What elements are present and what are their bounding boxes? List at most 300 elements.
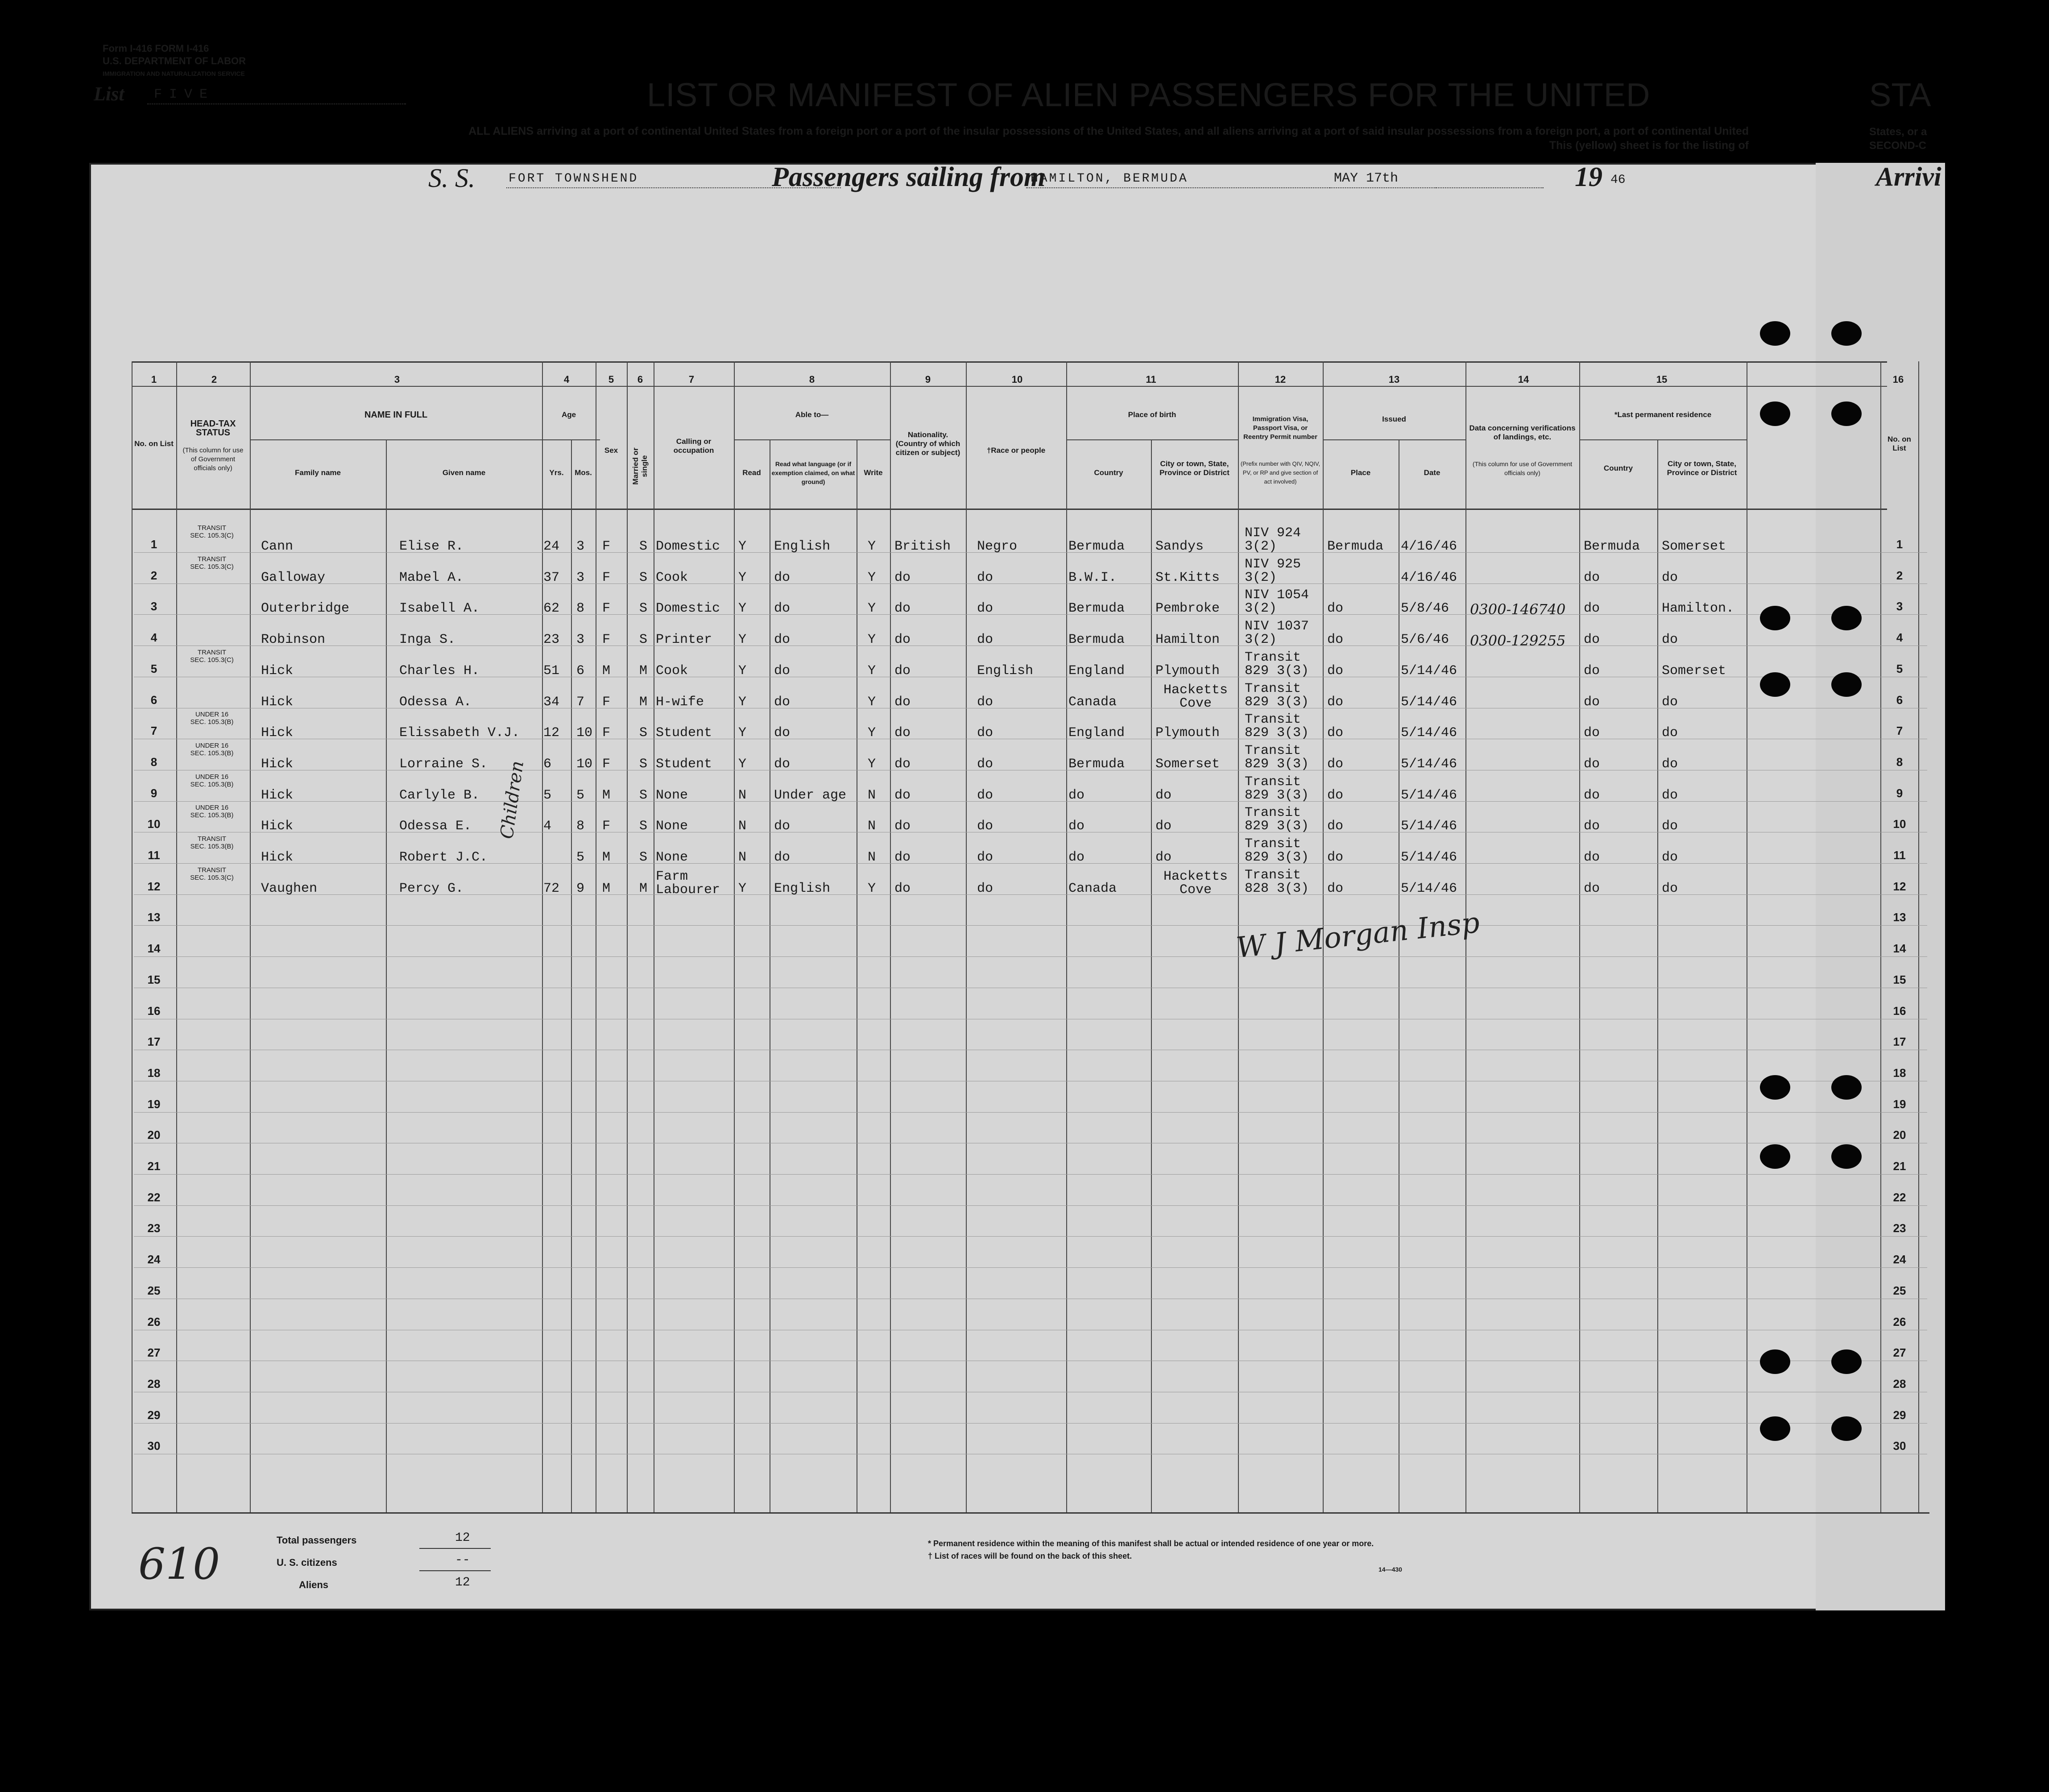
age-years: 72: [543, 881, 560, 896]
sex: M: [602, 881, 611, 896]
read-language: do: [774, 632, 791, 648]
head-tax-section: SEC. 105.3(B): [190, 749, 234, 757]
row-number: 14: [147, 942, 161, 956]
binder-hole: [1831, 606, 1862, 630]
row-number: 12: [147, 879, 161, 893]
residence-country: do: [1584, 570, 1600, 585]
residence-city: do: [1662, 881, 1678, 896]
can-write: N: [868, 819, 876, 834]
row-number: 28: [147, 1377, 161, 1391]
colnum-7: 7: [688, 374, 695, 385]
age-months: 6: [576, 663, 585, 679]
right-row-number: 14: [1893, 942, 1906, 956]
landing-data: 0300-129255: [1470, 632, 1566, 650]
head-tax-section: SEC. 105.3(B): [190, 780, 234, 788]
issued-place: do: [1327, 601, 1344, 617]
read-language: do: [774, 819, 791, 834]
age-months: 10: [576, 725, 593, 741]
residence-subrule: [1579, 439, 1747, 440]
head-tax-status: TRANSIT: [197, 524, 227, 532]
row-number: 24: [147, 1253, 161, 1266]
right-row-number: 16: [1893, 1004, 1906, 1018]
visa-section: 829 3(3): [1245, 819, 1309, 834]
age-years: 37: [543, 570, 560, 585]
right-row-number: 21: [1893, 1159, 1906, 1173]
residence-city: do: [1662, 819, 1678, 834]
nationality: do: [894, 850, 911, 865]
can-read: Y: [738, 539, 747, 554]
row-number: 10: [147, 817, 161, 831]
visa-section: 829 3(3): [1245, 787, 1309, 803]
can-read: N: [738, 819, 747, 834]
row-number: 8: [150, 755, 157, 769]
head-tax-section: SEC. 105.3(B): [190, 718, 234, 726]
head-tax-status: UNDER 16: [195, 741, 229, 749]
hdr-right-no-on-list: No. on List: [1888, 435, 1911, 452]
can-write: Y: [868, 663, 876, 679]
visa-number: NIV 1037: [1245, 619, 1309, 634]
right-row-number: 7: [1896, 724, 1903, 738]
can-write: Y: [868, 756, 876, 772]
right-row-number: 28: [1893, 1377, 1906, 1391]
row-rule: [134, 956, 1927, 957]
race: do: [977, 850, 993, 865]
residence-country: do: [1584, 725, 1600, 741]
colnum-9: 9: [925, 374, 931, 385]
totals-rule-2: [419, 1570, 491, 1571]
marital-status: S: [639, 819, 648, 834]
hdr-write: Write: [864, 468, 883, 477]
hdr-place-of-birth: Place of birth: [1128, 410, 1176, 419]
given-name: Lorraine S.: [399, 756, 488, 772]
right-row-number: 29: [1893, 1408, 1906, 1422]
hdr-no-on-list: No. on List: [134, 439, 174, 448]
hdr-birth-city: City or town, State, Province or District: [1159, 459, 1229, 477]
can-read: N: [738, 850, 747, 865]
row-number: 29: [147, 1408, 161, 1422]
hdr-head-tax: HEAD-TAX STATUS: [190, 419, 236, 438]
ship-label: S. S.: [428, 163, 475, 193]
table-top-rule: [132, 361, 1887, 363]
issued-date: 5/14/46: [1401, 756, 1457, 772]
row-number: 4: [150, 631, 157, 645]
nationality: do: [894, 881, 911, 896]
total-passengers-label: Total passengers: [277, 1535, 357, 1546]
colnum-16: 16: [1892, 374, 1904, 385]
can-read: Y: [738, 663, 747, 679]
nationality: do: [894, 601, 911, 617]
sex: M: [602, 787, 611, 803]
given-name: Elise R.: [399, 539, 464, 554]
issued-place: do: [1327, 663, 1344, 679]
colnum-1: 1: [151, 374, 157, 385]
hdr-name-in-full: NAME IN FULL: [364, 410, 428, 420]
can-read: Y: [738, 632, 747, 648]
able-subrule: [734, 439, 890, 440]
ship-name: FORT TOWNSHEND: [509, 172, 639, 186]
can-read: Y: [738, 570, 747, 585]
can-write: Y: [868, 570, 876, 585]
occupation: Domestic: [656, 601, 720, 617]
issued-date: 5/14/46: [1401, 881, 1457, 896]
age-months: 3: [576, 570, 585, 585]
visa-number: Transit: [1245, 836, 1301, 852]
residence-country: do: [1584, 787, 1600, 803]
race: do: [977, 756, 993, 772]
birth-country: Bermuda: [1068, 756, 1125, 772]
visa-number: NIV 1054: [1245, 588, 1309, 603]
occupation: Student: [656, 756, 712, 772]
issued-place: do: [1327, 632, 1344, 648]
can-read: Y: [738, 756, 747, 772]
binder-hole: [1760, 401, 1790, 426]
marital-status: S: [639, 570, 648, 585]
issued-date: 5/6/46: [1401, 632, 1449, 648]
hdr-married: Married or single: [631, 447, 649, 485]
right-row-number: 1: [1896, 538, 1903, 551]
occupation: H-wife: [656, 694, 704, 710]
marital-status: M: [639, 663, 648, 679]
hdr-yrs: Yrs.: [549, 468, 564, 477]
right-row-number: 19: [1893, 1097, 1906, 1111]
residence-country: do: [1584, 694, 1600, 710]
age-years: 24: [543, 539, 560, 554]
sex: F: [602, 601, 611, 617]
race: Negro: [977, 539, 1018, 554]
right-row-number: 8: [1896, 755, 1903, 769]
read-language: do: [774, 725, 791, 741]
us-citizens-value: --: [455, 1553, 470, 1567]
right-row-number: 4: [1896, 631, 1903, 645]
hdr-read: Read: [742, 468, 761, 477]
residence-country: do: [1584, 881, 1600, 896]
issued-date: 4/16/46: [1401, 570, 1457, 585]
hdr-data-landing-note: (This column for use of Government officials only): [1472, 460, 1573, 476]
row-rule: [134, 1205, 1927, 1206]
family-name: Hick: [261, 787, 294, 803]
issued-place: Bermuda: [1327, 539, 1384, 554]
row-number: 11: [148, 848, 160, 862]
visa-section: 3(2): [1245, 632, 1277, 648]
row-number: 30: [147, 1439, 161, 1453]
residence-country: do: [1584, 850, 1600, 865]
residence-country: do: [1584, 632, 1600, 648]
page-mark: 610: [138, 1539, 220, 1589]
hdr-head-tax-note: (This column for use of Government officials only): [182, 447, 244, 472]
hdr-visa-note: (Prefix number with QIV, NQIV, PV, or RP and give section of act involved): [1240, 460, 1320, 485]
binder-hole: [1760, 606, 1790, 630]
read-language: do: [774, 850, 791, 865]
issued-place: do: [1327, 694, 1344, 710]
race: do: [977, 632, 993, 648]
residence-country: do: [1584, 756, 1600, 772]
read-language: English: [774, 539, 831, 554]
binder-hole: [1831, 1416, 1862, 1441]
marital-status: S: [639, 601, 648, 617]
row-number: 21: [147, 1159, 161, 1173]
binder-hole: [1760, 1416, 1790, 1441]
form-number: Form I-416 FORM I-416: [103, 43, 209, 54]
right-row-number: 18: [1893, 1066, 1906, 1080]
birth-country: England: [1068, 663, 1125, 679]
row-rule: [134, 925, 1927, 926]
head-tax-status: UNDER 16: [195, 773, 229, 781]
row-rule: [134, 1236, 1927, 1237]
residence-city: Hamilton.: [1662, 601, 1734, 617]
birth-city: Hacketts Cove: [1163, 682, 1228, 711]
birth-country: do: [1068, 850, 1085, 865]
age-months: 7: [576, 694, 585, 710]
hdr-nationality: Nationality. (Country of which citizen or subject): [895, 430, 960, 457]
visa-number: Transit: [1245, 650, 1301, 665]
birth-country: Bermuda: [1068, 539, 1125, 554]
right-row-number: 20: [1893, 1128, 1906, 1142]
residence-city: Somerset: [1662, 663, 1726, 679]
can-write: N: [868, 787, 876, 803]
hdr-data-landing: Data concerning verifications of landings, etc.: [1469, 424, 1576, 441]
right-page-sub1: States, or a: [1869, 126, 1927, 138]
residence-city: do: [1662, 632, 1678, 648]
given-name: Odessa E.: [399, 819, 472, 834]
birth-city: do: [1155, 850, 1172, 865]
landing-data: 0300-146740: [1470, 601, 1566, 618]
age-years: 62: [543, 601, 560, 617]
marital-status: S: [639, 756, 648, 772]
hdr-age: Age: [561, 410, 576, 419]
can-write: Y: [868, 881, 876, 896]
issued-place: do: [1327, 819, 1344, 834]
age-years: 5: [543, 787, 552, 803]
head-tax-status: TRANSIT: [197, 555, 227, 563]
marital-status: S: [639, 725, 648, 741]
head-tax-status: UNDER 16: [195, 711, 229, 719]
row-number: 13: [147, 910, 161, 924]
department-name: U.S. DEPARTMENT OF LABOR: [103, 55, 246, 66]
sex: M: [602, 850, 611, 865]
aliens-value: 12: [455, 1576, 470, 1589]
family-name: Hick: [261, 725, 294, 741]
head-tax-status: TRANSIT: [197, 648, 227, 656]
colnum-13: 13: [1388, 374, 1400, 385]
birth-city: St.Kitts: [1155, 570, 1220, 585]
binder-hole: [1760, 1144, 1790, 1169]
hdr-mos: Mos.: [575, 468, 592, 477]
sex: F: [602, 632, 611, 648]
right-row-number: 3: [1896, 600, 1903, 613]
residence-city: do: [1662, 850, 1678, 865]
colnum-4: 4: [563, 374, 570, 385]
row-number: 26: [147, 1315, 161, 1328]
birth-country: Canada: [1068, 694, 1117, 710]
visa-section: 3(2): [1245, 601, 1277, 617]
visa-number: Transit: [1245, 774, 1301, 790]
colnum-11: 11: [1146, 374, 1156, 385]
birth-city: Sandys: [1155, 539, 1204, 554]
sailing-date: MAY 17th: [1334, 171, 1399, 186]
given-name: Mabel A.: [399, 570, 464, 585]
head-tax-section: SEC. 105.3(C): [190, 532, 234, 539]
year-label: 19: [1575, 162, 1602, 192]
sex: F: [602, 819, 611, 834]
nationality: do: [894, 570, 911, 585]
birth-country: B.W.I.: [1068, 570, 1117, 585]
binder-hole: [1831, 1075, 1862, 1100]
binder-hole: [1831, 672, 1862, 697]
row-rule: [134, 1112, 1927, 1113]
age-years: 51: [543, 663, 560, 679]
family-name: Hick: [261, 850, 294, 865]
given-name: Odessa A.: [399, 694, 472, 710]
birth-country: England: [1068, 725, 1125, 741]
age-months: 8: [576, 819, 585, 834]
inspector-signature: W J Morgan Insp: [1234, 906, 1482, 965]
year-value: 46: [1610, 173, 1626, 187]
row-number: 23: [147, 1221, 161, 1235]
marital-status: M: [639, 881, 648, 896]
right-row-number: 13: [1893, 910, 1906, 924]
age-months: 3: [576, 632, 585, 648]
residence-country: do: [1584, 819, 1600, 834]
family-name: Vaughen: [261, 881, 318, 896]
read-language: do: [774, 756, 791, 772]
footnote-2: † List of races will be found on the back of this sheet.: [928, 1552, 1132, 1560]
occupation: None: [656, 850, 688, 865]
us-citizens-label: U. S. citizens: [277, 1557, 337, 1568]
right-row-number: 9: [1896, 786, 1903, 800]
visa-number: NIV 925: [1245, 556, 1301, 572]
service-name: IMMIGRATION AND NATURALIZATION SERVICE: [103, 70, 245, 77]
sailing-port: HAMILTON, BERMUDA: [1031, 172, 1188, 186]
can-read: Y: [738, 601, 747, 617]
given-name: Robert J.C.: [399, 850, 488, 865]
list-label: List: [94, 83, 124, 105]
subtitle-1: ALL ALIENS arriving at a port of continental United States from a foreign port or a port of the insular possessions of the United States, and all aliens arriving at a port of said insular possessions from a foreign port, a port of continental United: [468, 125, 1749, 137]
hdr-birth-country: Country: [1094, 468, 1123, 477]
right-row-number: 15: [1893, 973, 1906, 986]
issued-date: 5/8/46: [1401, 601, 1449, 617]
head-tax-section: SEC. 105.3(C): [190, 563, 234, 571]
residence-city: do: [1662, 756, 1678, 772]
marital-status: S: [639, 787, 648, 803]
hdr-calling: Calling or occupation: [673, 437, 714, 455]
hdr-issued-place: Place: [1350, 468, 1371, 477]
visa-section: 828 3(3): [1245, 881, 1309, 896]
age-months: 5: [576, 850, 585, 865]
issued-date: 5/14/46: [1401, 694, 1457, 710]
head-tax-section: SEC. 105.3(C): [190, 656, 234, 664]
birth-country: do: [1068, 819, 1085, 834]
right-row-number: 30: [1893, 1439, 1906, 1453]
residence-city: do: [1662, 694, 1678, 710]
visa-number: Transit: [1245, 712, 1301, 728]
right-page-arriving: Arrivi: [1876, 162, 1941, 191]
can-write: Y: [868, 601, 876, 617]
name-subrule: [250, 439, 600, 440]
row-number: 7: [150, 724, 157, 738]
issued-place: do: [1327, 787, 1344, 803]
colnum-8: 8: [809, 374, 815, 385]
visa-section: 3(2): [1245, 539, 1277, 554]
age-months: 9: [576, 881, 585, 896]
total-passengers-value: 12: [455, 1531, 470, 1545]
row-number: 3: [150, 600, 157, 613]
right-row-number: 12: [1893, 879, 1906, 893]
birth-city: do: [1155, 787, 1172, 803]
given-name: Elissabeth V.J.: [399, 725, 520, 741]
given-name: Inga S.: [399, 632, 456, 648]
residence-city: do: [1662, 787, 1678, 803]
colnum-5: 5: [608, 374, 614, 385]
totals-rule-1: [419, 1548, 491, 1549]
can-write: Y: [868, 694, 876, 710]
age-months: 3: [576, 539, 585, 554]
right-row-number: 27: [1893, 1346, 1906, 1360]
family-name: Robinson: [261, 632, 326, 648]
given-name: Charles H.: [399, 663, 480, 679]
race: do: [977, 819, 993, 834]
marital-status: S: [639, 850, 648, 865]
race: do: [977, 725, 993, 741]
colnum-15: 15: [1656, 374, 1668, 385]
occupation: Farm Labourer: [656, 869, 720, 898]
hdr-residence-country: Country: [1603, 464, 1633, 472]
binder-hole: [1831, 1144, 1862, 1169]
occupation: Cook: [656, 570, 688, 585]
binder-hole: [1760, 1349, 1790, 1374]
row-rule: [134, 1174, 1927, 1175]
can-read: Y: [738, 881, 747, 896]
sex: F: [602, 756, 611, 772]
row-number: 6: [150, 693, 157, 707]
hdr-able-to: Able to—: [795, 410, 829, 419]
given-name: Carlyle B.: [399, 787, 480, 803]
hdr-visa: Immigration Visa, Passport Visa, or Reentry Permit number: [1243, 415, 1317, 441]
read-language: do: [774, 694, 791, 710]
footnote-1: * Permanent residence within the meaning of this manifest shall be actual or intended residence of one year or more.: [928, 1539, 1374, 1548]
age-years: 23: [543, 632, 560, 648]
right-page-title: STA: [1869, 76, 1931, 113]
age-years: 4: [543, 819, 552, 834]
can-write: Y: [868, 725, 876, 741]
visa-section: 3(2): [1245, 570, 1277, 585]
residence-city: Somerset: [1662, 539, 1726, 554]
row-number: 18: [147, 1066, 161, 1080]
page-title: LIST OR MANIFEST OF ALIEN PASSENGERS FOR THE UNITED: [647, 76, 1651, 113]
nationality: do: [894, 694, 911, 710]
age-years: 34: [543, 694, 560, 710]
family-name: Hick: [261, 694, 294, 710]
hdr-family-name: Family name: [295, 468, 341, 477]
visa-section: 829 3(3): [1245, 756, 1309, 772]
age-months: 8: [576, 601, 585, 617]
nationality: do: [894, 756, 911, 772]
race: do: [977, 881, 993, 896]
issued-date: 5/14/46: [1401, 787, 1457, 803]
right-row-number: 2: [1896, 568, 1903, 582]
visa-number: Transit: [1245, 805, 1301, 821]
right-row-number: 11: [1893, 848, 1906, 862]
right-row-number: 6: [1896, 693, 1903, 707]
given-name: Percy G.: [399, 881, 464, 896]
visa-number: NIV 924: [1245, 526, 1301, 541]
family-name: Hick: [261, 663, 294, 679]
read-language: do: [774, 601, 791, 617]
row-number: 5: [150, 662, 157, 675]
nationality: do: [894, 632, 911, 648]
hdr-issued-date: Date: [1424, 468, 1441, 477]
occupation: None: [656, 787, 688, 803]
birth-country: Bermuda: [1068, 601, 1125, 617]
